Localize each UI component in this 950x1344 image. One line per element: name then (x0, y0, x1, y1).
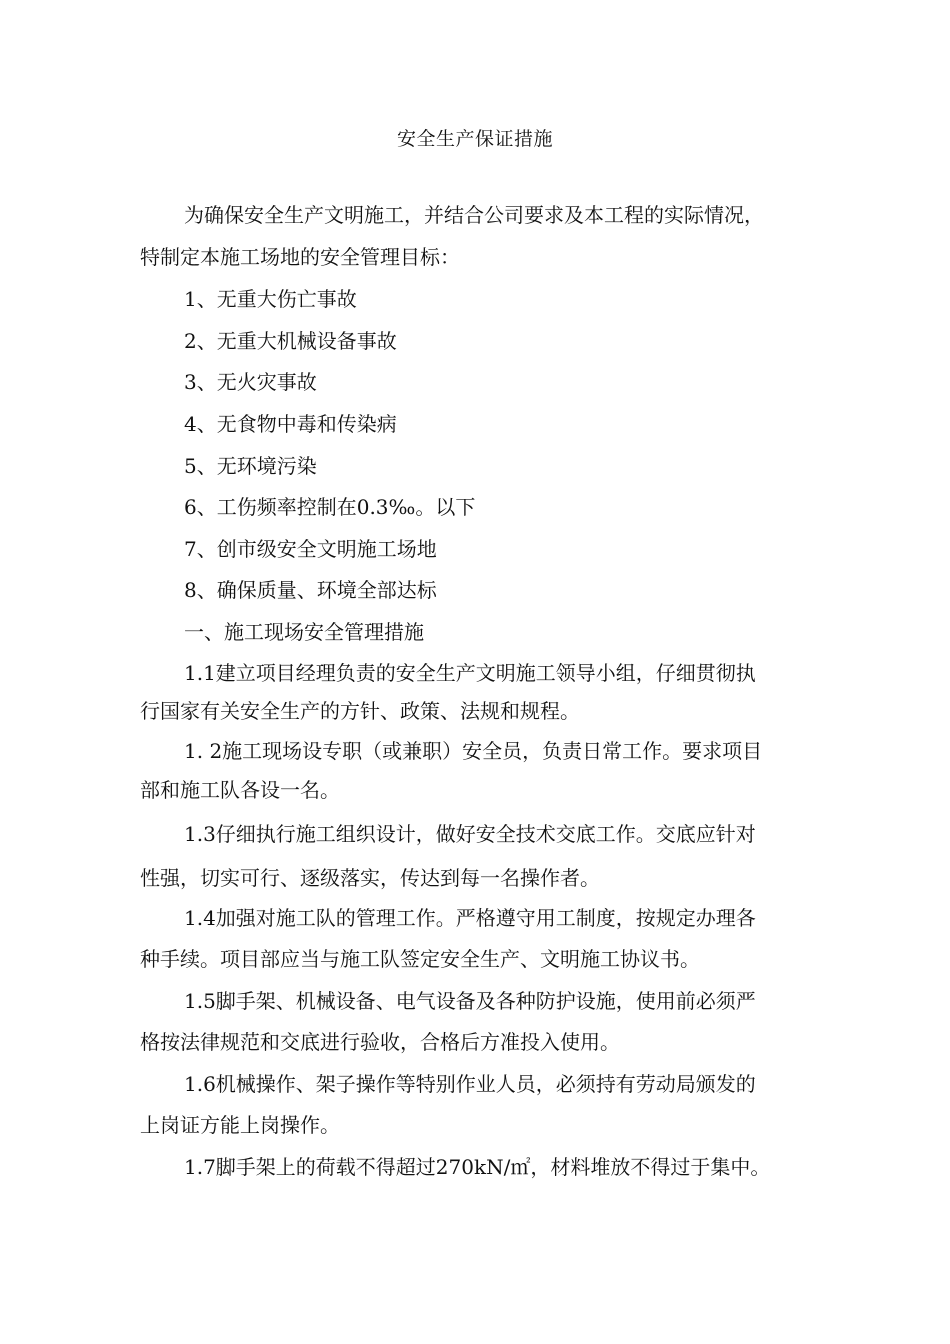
measure-2-line-2: 部和施工队各设一名。 (140, 778, 340, 802)
intro-line-2: 特制定本施工场地的安全管理目标： (140, 245, 460, 269)
goal-item-6: 6、工伤频率控制在0.3‰。以下 (184, 495, 476, 519)
goal-item-4: 4、无食物中毒和传染病 (184, 412, 397, 436)
goal-item-3: 3、无火灾事故 (184, 370, 317, 394)
measure-4-line-1: 1.4加强对施工队的管理工作。严格遵守用工制度，按规定办理各 (184, 906, 756, 930)
measure-3-line-2: 性强，切实可行、逐级落实，传达到每一名操作者。 (140, 866, 600, 890)
section-heading: 一、施工现场安全管理措施 (184, 620, 424, 644)
goal-item-8: 8、确保质量、环境全部达标 (184, 578, 437, 602)
goal-item-2: 2、无重大机械设备事故 (184, 329, 397, 353)
measure-6-line-2: 上岗证方能上岗操作。 (140, 1113, 340, 1137)
goal-item-1: 1、无重大伤亡事故 (184, 287, 357, 311)
measure-7-line-1: 1.7脚手架上的荷载不得超过270kN/㎡，材料堆放不得过于集中。 (184, 1155, 771, 1179)
measure-2-line-1: 1. 2施工现场设专职（或兼职）安全员，负责日常工作。要求项目 (184, 739, 763, 763)
measure-5-line-2: 格按法律规范和交底进行验收，合格后方准投入使用。 (140, 1030, 620, 1054)
measure-1-line-1: 1.1建立项目经理负责的安全生产文明施工领导小组，仔细贯彻执 (184, 661, 756, 685)
measure-3-line-1: 1.3仔细执行施工组织设计，做好安全技术交底工作。交底应针对 (184, 822, 756, 846)
intro-line-1: 为确保安全生产文明施工，并结合公司要求及本工程的实际情况， (184, 203, 764, 227)
document-title: 安全生产保证措施 (396, 128, 553, 150)
measure-4-line-2: 种手续。项目部应当与施工队签定安全生产、文明施工协议书。 (140, 947, 700, 971)
measure-1-line-2: 行国家有关安全生产的方针、政策、法规和规程。 (140, 699, 580, 723)
goal-item-7: 7、创市级安全文明施工场地 (184, 537, 437, 561)
goal-item-5: 5、无环境污染 (184, 454, 317, 478)
measure-5-line-1: 1.5脚手架、机械设备、电气设备及各种防护设施，使用前必须严 (184, 989, 756, 1013)
measure-6-line-1: 1.6机械操作、架子操作等特别作业人员，必须持有劳动局颁发的 (184, 1072, 756, 1096)
